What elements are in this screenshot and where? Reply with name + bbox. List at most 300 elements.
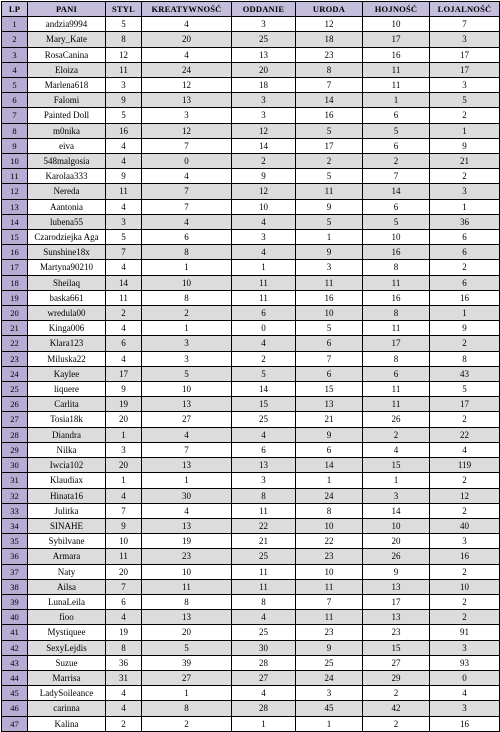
uroda-cell: 5 — [296, 214, 363, 229]
lp-cell: 13 — [2, 199, 28, 214]
uroda-cell: 45 — [296, 701, 363, 716]
uroda-cell: 14 — [296, 458, 363, 473]
oddanie-cell: 21 — [232, 534, 296, 549]
pani-cell: Ailsa — [28, 579, 106, 594]
hojnosc-cell: 27 — [363, 655, 430, 670]
uroda-cell: 8 — [296, 503, 363, 518]
styl-cell: 4 — [106, 488, 142, 503]
lp-cell: 44 — [2, 670, 28, 685]
uroda-cell: 13 — [296, 397, 363, 412]
styl-cell: 4 — [106, 321, 142, 336]
lp-cell: 42 — [2, 640, 28, 655]
uroda-cell: 5 — [296, 169, 363, 184]
lojalnosc-cell: 2 — [430, 108, 500, 123]
lojalnosc-cell: 10 — [430, 579, 500, 594]
lp-cell: 32 — [2, 488, 28, 503]
lojalnosc-cell: 2 — [430, 564, 500, 579]
lojalnosc-cell: 3 — [430, 78, 500, 93]
lojalnosc-cell: 9 — [430, 321, 500, 336]
styl-cell: 7 — [106, 245, 142, 260]
hojnosc-cell: 16 — [363, 245, 430, 260]
lp-cell: 16 — [2, 245, 28, 260]
styl-cell: 3 — [106, 214, 142, 229]
hojnosc-cell: 5 — [363, 123, 430, 138]
styl-cell: 9 — [106, 518, 142, 533]
hojnosc-cell: 8 — [363, 306, 430, 321]
kreatywnosc-cell: 13 — [142, 93, 232, 108]
oddanie-cell: 14 — [232, 138, 296, 153]
uroda-cell: 1 — [296, 230, 363, 245]
uroda-cell: 23 — [296, 47, 363, 62]
kreatywnosc-cell: 8 — [142, 290, 232, 305]
uroda-cell: 1 — [296, 473, 363, 488]
lp-cell: 43 — [2, 655, 28, 670]
oddanie-cell: 11 — [232, 564, 296, 579]
styl-cell: 11 — [106, 549, 142, 564]
oddanie-cell: 3 — [232, 473, 296, 488]
lp-cell: 28 — [2, 427, 28, 442]
styl-cell: 11 — [106, 290, 142, 305]
hojnosc-cell: 13 — [363, 610, 430, 625]
uroda-cell: 23 — [296, 625, 363, 640]
styl-cell: 1 — [106, 473, 142, 488]
table-row — [2, 321, 500, 336]
styl-cell: 5 — [106, 17, 142, 32]
kreatywnosc-cell: 23 — [142, 549, 232, 564]
pani-cell: Julitka — [28, 503, 106, 518]
uroda-cell: 9 — [296, 640, 363, 655]
lp-cell: 31 — [2, 473, 28, 488]
pani-cell: liquere — [28, 382, 106, 397]
pani-cell: Aantonia — [28, 199, 106, 214]
lp-cell: 19 — [2, 290, 28, 305]
table-row — [2, 199, 500, 214]
hojnosc-cell: 15 — [363, 458, 430, 473]
lp-cell: 11 — [2, 169, 28, 184]
oddanie-cell: 3 — [232, 17, 296, 32]
table-row — [2, 17, 500, 32]
oddanie-cell: 3 — [232, 93, 296, 108]
lojalnosc-cell: 17 — [430, 47, 500, 62]
uroda-cell: 6 — [296, 366, 363, 381]
lp-cell: 37 — [2, 564, 28, 579]
uroda-cell: 22 — [296, 534, 363, 549]
uroda-cell: 9 — [296, 427, 363, 442]
lojalnosc-cell: 4 — [430, 442, 500, 457]
oddanie-cell: 25 — [232, 625, 296, 640]
styl-cell: 20 — [106, 412, 142, 427]
lp-cell: 36 — [2, 549, 28, 564]
styl-cell: 14 — [106, 275, 142, 290]
lojalnosc-cell: 2 — [430, 336, 500, 351]
lojalnosc-cell: 17 — [430, 62, 500, 77]
kreatywnosc-cell: 4 — [142, 214, 232, 229]
lp-cell: 5 — [2, 78, 28, 93]
lojalnosc-cell: 1 — [430, 199, 500, 214]
pani-cell: Marrisa — [28, 670, 106, 685]
uroda-cell: 9 — [296, 245, 363, 260]
oddanie-cell: 10 — [232, 199, 296, 214]
oddanie-cell: 6 — [232, 306, 296, 321]
kreatywnosc-cell: 8 — [142, 594, 232, 609]
hojnosc-cell: 13 — [363, 579, 430, 594]
lojalnosc-cell: 2 — [430, 169, 500, 184]
styl-cell: 5 — [106, 108, 142, 123]
table-row — [2, 625, 500, 640]
hojnosc-cell: 2 — [363, 686, 430, 701]
pani-cell: lubena55 — [28, 214, 106, 229]
kreatywnosc-cell: 7 — [142, 138, 232, 153]
hojnosc-cell: 26 — [363, 549, 430, 564]
uroda-cell: 3 — [296, 686, 363, 701]
uroda-cell: 2 — [296, 154, 363, 169]
table-row — [2, 518, 500, 533]
hojnosc-cell: 1 — [363, 473, 430, 488]
kreatywnosc-cell: 13 — [142, 458, 232, 473]
lojalnosc-cell: 93 — [430, 655, 500, 670]
kreatywnosc-cell: 24 — [142, 62, 232, 77]
oddanie-cell: 12 — [232, 184, 296, 199]
pani-cell: Klaudiax — [28, 473, 106, 488]
lp-cell: 9 — [2, 138, 28, 153]
lp-cell: 8 — [2, 123, 28, 138]
lojalnosc-cell: 1 — [430, 123, 500, 138]
lp-cell: 7 — [2, 108, 28, 123]
oddanie-cell: 4 — [232, 336, 296, 351]
styl-cell: 2 — [106, 306, 142, 321]
header-lp: LP — [2, 2, 28, 17]
hojnosc-cell: 2 — [363, 427, 430, 442]
lojalnosc-cell: 6 — [430, 275, 500, 290]
table-row — [2, 154, 500, 169]
header-oddanie: ODDANIE — [232, 2, 296, 17]
uroda-cell: 16 — [296, 108, 363, 123]
kreatywnosc-cell: 2 — [142, 716, 232, 731]
kreatywnosc-cell: 3 — [142, 336, 232, 351]
lp-cell: 27 — [2, 412, 28, 427]
oddanie-cell: 9 — [232, 169, 296, 184]
lp-cell: 6 — [2, 93, 28, 108]
lojalnosc-cell: 5 — [430, 382, 500, 397]
lp-cell: 15 — [2, 230, 28, 245]
pani-cell: Carlita — [28, 397, 106, 412]
lp-cell: 41 — [2, 625, 28, 640]
lp-cell: 3 — [2, 47, 28, 62]
table-row — [2, 686, 500, 701]
hojnosc-cell: 9 — [363, 564, 430, 579]
lojalnosc-cell: 91 — [430, 625, 500, 640]
pani-cell: Mystiquee — [28, 625, 106, 640]
header-kreatywnosc: KREATYWNOŚĆ — [142, 2, 232, 17]
table-row — [2, 32, 500, 47]
table-row — [2, 336, 500, 351]
uroda-cell: 21 — [296, 412, 363, 427]
uroda-cell: 6 — [296, 442, 363, 457]
styl-cell: 4 — [106, 610, 142, 625]
oddanie-cell: 25 — [232, 412, 296, 427]
styl-cell: 7 — [106, 503, 142, 518]
lp-cell: 30 — [2, 458, 28, 473]
kreatywnosc-cell: 19 — [142, 534, 232, 549]
lojalnosc-cell: 2 — [430, 412, 500, 427]
uroda-cell: 11 — [296, 184, 363, 199]
pani-cell: wredula00 — [28, 306, 106, 321]
hojnosc-cell: 10 — [363, 230, 430, 245]
hojnosc-cell: 14 — [363, 184, 430, 199]
styl-cell: 8 — [106, 640, 142, 655]
lp-cell: 22 — [2, 336, 28, 351]
uroda-cell: 9 — [296, 199, 363, 214]
header-lojalnosc: LOJALNOŚĆ — [430, 2, 500, 17]
oddanie-cell: 13 — [232, 47, 296, 62]
table-row — [2, 458, 500, 473]
lp-cell: 14 — [2, 214, 28, 229]
hojnosc-cell: 11 — [363, 321, 430, 336]
uroda-cell: 24 — [296, 488, 363, 503]
kreatywnosc-cell: 6 — [142, 230, 232, 245]
uroda-cell: 10 — [296, 564, 363, 579]
pani-cell: Armara — [28, 549, 106, 564]
lojalnosc-cell: 3 — [430, 184, 500, 199]
kreatywnosc-cell: 20 — [142, 625, 232, 640]
oddanie-cell: 4 — [232, 610, 296, 625]
styl-cell: 3 — [106, 78, 142, 93]
pani-cell: Nilka — [28, 442, 106, 457]
lp-cell: 35 — [2, 534, 28, 549]
oddanie-cell: 4 — [232, 245, 296, 260]
lp-cell: 26 — [2, 397, 28, 412]
kreatywnosc-cell: 2 — [142, 306, 232, 321]
lojalnosc-cell: 7 — [430, 17, 500, 32]
pani-cell: eiva — [28, 138, 106, 153]
pani-cell: Iwcia102 — [28, 458, 106, 473]
hojnosc-cell: 11 — [363, 275, 430, 290]
table-row — [2, 290, 500, 305]
lojalnosc-cell: 5 — [430, 93, 500, 108]
oddanie-cell: 4 — [232, 427, 296, 442]
oddanie-cell: 4 — [232, 686, 296, 701]
pani-cell: Kinga006 — [28, 321, 106, 336]
pani-cell: Czarodziejka Aga — [28, 230, 106, 245]
lp-cell: 47 — [2, 716, 28, 731]
hojnosc-cell: 17 — [363, 594, 430, 609]
lojalnosc-cell: 17 — [430, 397, 500, 412]
uroda-cell: 17 — [296, 138, 363, 153]
uroda-cell: 8 — [296, 62, 363, 77]
kreatywnosc-cell: 1 — [142, 321, 232, 336]
pani-cell: baska661 — [28, 290, 106, 305]
hojnosc-cell: 17 — [363, 336, 430, 351]
styl-cell: 11 — [106, 184, 142, 199]
kreatywnosc-cell: 4 — [142, 17, 232, 32]
hojnosc-cell: 29 — [363, 670, 430, 685]
styl-cell: 3 — [106, 442, 142, 457]
styl-cell: 2 — [106, 716, 142, 731]
hojnosc-cell: 10 — [363, 17, 430, 32]
table-row — [2, 655, 500, 670]
lojalnosc-cell: 40 — [430, 518, 500, 533]
styl-cell: 20 — [106, 458, 142, 473]
uroda-cell: 24 — [296, 670, 363, 685]
table-row — [2, 701, 500, 716]
lp-cell: 24 — [2, 366, 28, 381]
pani-cell: Suzue — [28, 655, 106, 670]
kreatywnosc-cell: 7 — [142, 184, 232, 199]
pani-cell: Naty — [28, 564, 106, 579]
pani-cell: Klara123 — [28, 336, 106, 351]
uroda-cell: 5 — [296, 123, 363, 138]
kreatywnosc-cell: 13 — [142, 518, 232, 533]
lp-cell: 20 — [2, 306, 28, 321]
oddanie-cell: 27 — [232, 670, 296, 685]
kreatywnosc-cell: 1 — [142, 473, 232, 488]
hojnosc-cell: 17 — [363, 32, 430, 47]
oddanie-cell: 18 — [232, 78, 296, 93]
lp-cell: 1 — [2, 17, 28, 32]
header-row — [2, 2, 500, 17]
styl-cell: 7 — [106, 579, 142, 594]
styl-cell: 4 — [106, 154, 142, 169]
table-row — [2, 260, 500, 275]
hojnosc-cell: 16 — [363, 290, 430, 305]
pani-cell: SINAHE — [28, 518, 106, 533]
header-pani: PANI — [28, 2, 106, 17]
pani-cell: Kalina — [28, 716, 106, 731]
table-row — [2, 47, 500, 62]
table-row — [2, 716, 500, 731]
table-row — [2, 534, 500, 549]
lp-cell: 23 — [2, 351, 28, 366]
hojnosc-cell: 11 — [363, 78, 430, 93]
kreatywnosc-cell: 39 — [142, 655, 232, 670]
pani-cell: Miluska22 — [28, 351, 106, 366]
pani-cell: Kaylee — [28, 366, 106, 381]
lojalnosc-cell: 43 — [430, 366, 500, 381]
hojnosc-cell: 6 — [363, 366, 430, 381]
styl-cell: 20 — [106, 564, 142, 579]
pani-cell: 548malgosia — [28, 154, 106, 169]
lojalnosc-cell: 16 — [430, 716, 500, 731]
kreatywnosc-cell: 4 — [142, 169, 232, 184]
lp-cell: 45 — [2, 686, 28, 701]
oddanie-cell: 1 — [232, 716, 296, 731]
table-row — [2, 610, 500, 625]
table-row — [2, 230, 500, 245]
hojnosc-cell: 5 — [363, 214, 430, 229]
pani-cell: LadySoileance — [28, 686, 106, 701]
kreatywnosc-cell: 11 — [142, 579, 232, 594]
styl-cell: 6 — [106, 594, 142, 609]
oddanie-cell: 13 — [232, 458, 296, 473]
kreatywnosc-cell: 27 — [142, 412, 232, 427]
oddanie-cell: 28 — [232, 701, 296, 716]
lojalnosc-cell: 8 — [430, 351, 500, 366]
table-row — [2, 397, 500, 412]
lojalnosc-cell: 6 — [430, 230, 500, 245]
kreatywnosc-cell: 1 — [142, 260, 232, 275]
lojalnosc-cell: 3 — [430, 701, 500, 716]
hojnosc-cell: 26 — [363, 412, 430, 427]
kreatywnosc-cell: 4 — [142, 427, 232, 442]
lp-cell: 40 — [2, 610, 28, 625]
oddanie-cell: 12 — [232, 123, 296, 138]
kreatywnosc-cell: 13 — [142, 610, 232, 625]
lojalnosc-cell: 4 — [430, 686, 500, 701]
oddanie-cell: 6 — [232, 442, 296, 457]
lp-cell: 17 — [2, 260, 28, 275]
hojnosc-cell: 14 — [363, 503, 430, 518]
uroda-cell: 25 — [296, 655, 363, 670]
oddanie-cell: 8 — [232, 594, 296, 609]
kreatywnosc-cell: 10 — [142, 382, 232, 397]
table-row — [2, 503, 500, 518]
uroda-cell: 7 — [296, 594, 363, 609]
styl-cell: 4 — [106, 701, 142, 716]
hojnosc-cell: 2 — [363, 154, 430, 169]
uroda-cell: 16 — [296, 290, 363, 305]
oddanie-cell: 28 — [232, 655, 296, 670]
lojalnosc-cell: 12 — [430, 488, 500, 503]
kreatywnosc-cell: 13 — [142, 397, 232, 412]
table-row — [2, 123, 500, 138]
pani-cell: Tosia18k — [28, 412, 106, 427]
uroda-cell: 14 — [296, 93, 363, 108]
uroda-cell: 10 — [296, 306, 363, 321]
styl-cell: 4 — [106, 260, 142, 275]
pani-cell: Eloiza — [28, 62, 106, 77]
oddanie-cell: 1 — [232, 260, 296, 275]
styl-cell: 5 — [106, 230, 142, 245]
table-row — [2, 214, 500, 229]
styl-cell: 4 — [106, 686, 142, 701]
styl-cell: 9 — [106, 93, 142, 108]
pani-cell: LunaLeila — [28, 594, 106, 609]
lp-cell: 34 — [2, 518, 28, 533]
lp-cell: 12 — [2, 184, 28, 199]
styl-cell: 9 — [106, 169, 142, 184]
hojnosc-cell: 42 — [363, 701, 430, 716]
pani-cell: Hinata16 — [28, 488, 106, 503]
lojalnosc-cell: 2 — [430, 610, 500, 625]
hojnosc-cell: 11 — [363, 397, 430, 412]
oddanie-cell: 4 — [232, 214, 296, 229]
uroda-cell: 3 — [296, 260, 363, 275]
styl-cell: 31 — [106, 670, 142, 685]
styl-cell: 19 — [106, 625, 142, 640]
styl-cell: 36 — [106, 655, 142, 670]
table-row — [2, 62, 500, 77]
table-row — [2, 412, 500, 427]
styl-cell: 19 — [106, 397, 142, 412]
oddanie-cell: 2 — [232, 154, 296, 169]
kreatywnosc-cell: 27 — [142, 670, 232, 685]
pani-cell: Sybilvane — [28, 534, 106, 549]
oddanie-cell: 11 — [232, 290, 296, 305]
oddanie-cell: 2 — [232, 351, 296, 366]
hojnosc-cell: 3 — [363, 488, 430, 503]
uroda-cell: 11 — [296, 579, 363, 594]
hojnosc-cell: 2 — [363, 716, 430, 731]
lojalnosc-cell: 2 — [430, 260, 500, 275]
hojnosc-cell: 20 — [363, 534, 430, 549]
uroda-cell: 1 — [296, 716, 363, 731]
table-row — [2, 427, 500, 442]
oddanie-cell: 30 — [232, 640, 296, 655]
oddanie-cell: 25 — [232, 32, 296, 47]
hojnosc-cell: 23 — [363, 625, 430, 640]
table-row — [2, 306, 500, 321]
table-row — [2, 93, 500, 108]
